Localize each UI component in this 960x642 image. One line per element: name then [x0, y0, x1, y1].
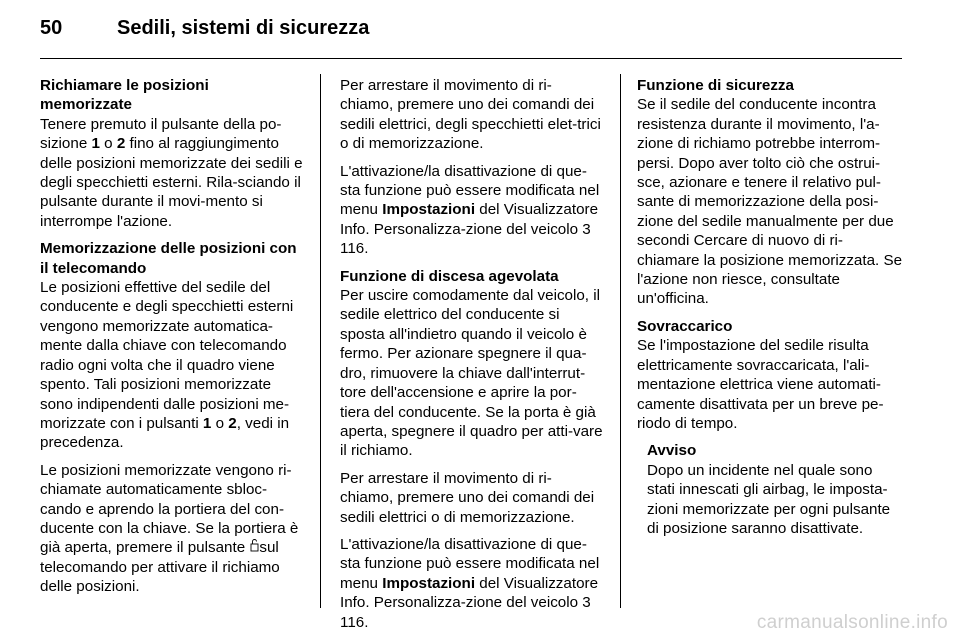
unlock-icon	[249, 538, 259, 557]
heading-remote-memory: Memorizzazione delle posizioni con il telecomando	[40, 240, 297, 277]
heading-easy-exit: Funzione di discesa agevolata	[340, 267, 559, 285]
note-text: Dopo un incidente nel quale sono stati innescati gli airbag, le imposta-zioni memorizzate per ogni pulsante di posizione saranno disattivate.	[647, 461, 891, 537]
page-title: Sedili, sistemi di sicurezza	[117, 17, 370, 39]
paragraph: Per arrestare il movimento di ri-chiamo, premere uno dei comandi dei sedili elettrici, degli specchietti elet-trici o di memorizzazione.	[340, 77, 601, 153]
paragraph: Per uscire comodamente dal veicolo, il sedile elettrico del conducente si sposta all'indietro quando il veicolo è fermo. Per azionare spegnere il qua-dro, rimuovere la chiave dall'interrut-tore dell'accensione e aprire la por-tiera del conducente. Se la porta è già aperta, spegnere il quadro per atti-vare il richiamo.	[340, 287, 603, 460]
column-1	[40, 76, 304, 605]
column-divider-1	[320, 74, 321, 608]
section-overload	[637, 317, 903, 433]
header-rule	[40, 58, 902, 59]
paragraph: Se il sedile del conducente incontra resistenza durante il movimento, l'a-zione di richiamo potrebbe interrom-persi. Dopo aver tolto ciò che ostrui-sce, azionare e tenere il relativo pul-sante di memorizzazione della posi-zione del sedile manualmente per due secondi Cercare di nuovo di ri-chiamare la posizione memorizzata. Se l'azione non riesce, consultate un'officina.	[637, 96, 903, 308]
watermark: carmanualsonline.info	[756, 612, 948, 633]
reference-arrow-icon: 3	[582, 220, 591, 238]
heading-safety: Funzione di sicurezza	[637, 77, 794, 94]
column-divider-2	[620, 74, 621, 608]
section-safety	[637, 76, 903, 309]
column-3	[637, 76, 903, 546]
paragraph: L'attivazione/la disattivazione di que-sta funzione può essere modificata nel menu Impostazioni del Visualizzatore Info. Personalizza-zione del veicolo 3 116.	[340, 162, 600, 258]
paragraph: L'attivazione/la disattivazione di que-sta funzione può essere modificata nel menu Impostazioni del Visualizzatore Info. Personalizza-zione del veicolo 3 116.	[340, 535, 600, 631]
paragraph: Le posizioni effettive del sedile del conducente e degli specchietti esterni vengono memorizzate automatica-mente dalla chiave con telecomando radio ogni volta che il quadro viene spento. Tali posizioni memorizzate sono indipendenti dalle posizioni me-morizzate con i pulsanti 1 o 2, vedi in precedenza.	[40, 279, 294, 452]
paragraph: Se l'impostazione del sedile risulta elettricamente sovraccaricata, l'ali-mentazione elettrica viene automati-camente disattivata per un breve pe-riodo di tempo.	[637, 337, 884, 432]
paragraph: Tenere premuto il pulsante della po-sizione 1 o 2 fino al raggiungimento delle posizioni memorizzate dei sedili e degli specchietti esterni. Rila-sciando il pulsante durante il movi-mento si interrompe l'azione.	[40, 115, 303, 230]
section-easy-exit	[340, 267, 604, 632]
paragraph: Per arrestare il movimento di ri-chiamo, premere uno dei comandi dei sedili elettrici o di memorizzazione.	[340, 469, 595, 526]
paragraph: Le posizioni memorizzate vengono ri-chiamate automaticamente sbloc-cando e aprendo la portiera del con-ducente con la chiave. Se la portiera è già aperta, premere il pulsante sul telecomando per attivare il richiamo delle posizioni.	[40, 461, 299, 596]
page-number: 50	[40, 17, 63, 39]
heading-overload: Sovraccarico	[637, 317, 733, 335]
note-title: Avviso	[647, 442, 697, 460]
note-box	[647, 441, 903, 538]
column-2	[340, 76, 604, 640]
section-recall	[40, 76, 304, 231]
reference-arrow-icon: 3	[582, 594, 591, 612]
heading-recall: Richiamare le posizioni memorizzate	[40, 77, 209, 114]
section-remote-memory	[40, 239, 304, 596]
